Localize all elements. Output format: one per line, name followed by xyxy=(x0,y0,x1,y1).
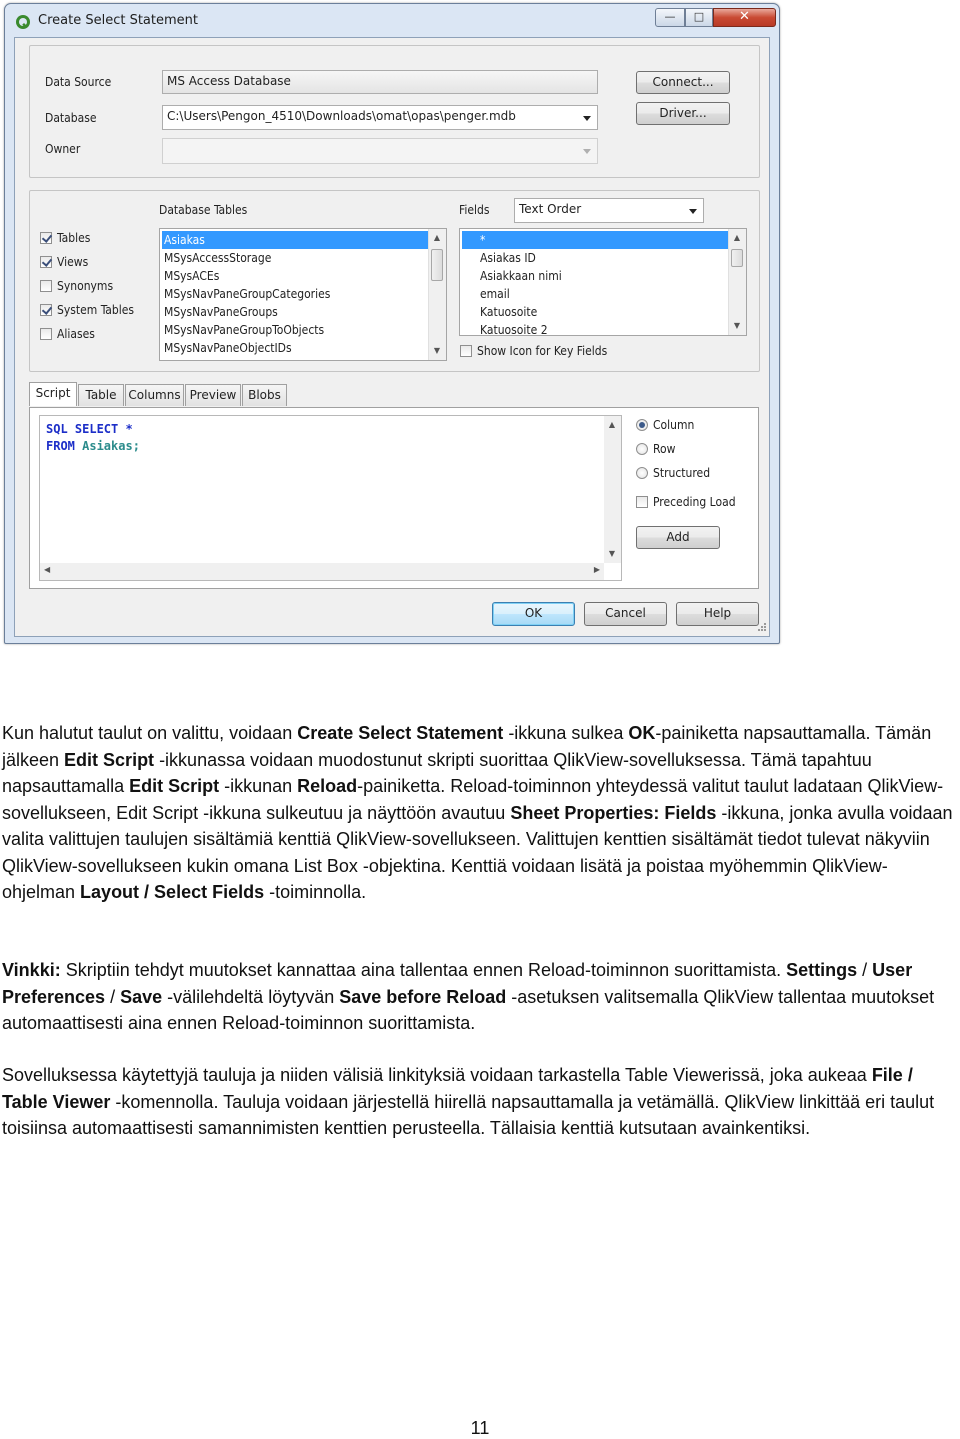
scroll-right-icon[interactable]: ▶ xyxy=(593,565,600,574)
structured-radio-label: Structured xyxy=(653,466,711,480)
bold-run: OK xyxy=(628,723,656,743)
text-run: / xyxy=(857,960,873,980)
sql-identifier: Asiakas; xyxy=(74,439,140,453)
text-run: Skriptiin tehdyt muutokset kannattaa aina tallentaa ennen Reload-toiminnon suorittamista. xyxy=(60,960,787,980)
text-run: -ikkunan xyxy=(219,776,298,796)
fields-list[interactable] xyxy=(459,228,747,336)
scroll-down-icon[interactable]: ▼ xyxy=(733,321,741,330)
title-bar[interactable] xyxy=(5,4,779,38)
bold-run: Layout / Select Fields xyxy=(80,882,265,902)
views-checkbox[interactable] xyxy=(40,256,52,268)
text-run: -toiminnolla. xyxy=(264,882,367,902)
scroll-down-icon[interactable]: ▼ xyxy=(433,346,441,355)
bold-run: Reload xyxy=(297,776,358,796)
tab-preview[interactable]: Preview xyxy=(185,384,241,406)
preceding-load-label: Preceding Load xyxy=(653,495,736,509)
help-button[interactable]: Help xyxy=(676,602,759,626)
bold-run: Settings xyxy=(786,960,858,980)
preceding-load-checkbox[interactable] xyxy=(636,496,648,508)
list-item[interactable]: MSysNavPaneGroupToObjects xyxy=(164,323,325,337)
scroll-thumb[interactable] xyxy=(731,249,743,267)
create-select-statement-window xyxy=(4,3,780,644)
list-item[interactable]: Asiakas ID xyxy=(480,251,536,265)
minimize-button[interactable] xyxy=(655,8,685,27)
database-combo[interactable] xyxy=(162,105,598,130)
editor-hscrollbar[interactable] xyxy=(40,563,604,580)
column-radio[interactable] xyxy=(636,419,648,431)
synonyms-checkbox-label: Synonyms xyxy=(57,279,114,293)
database-tables-list[interactable] xyxy=(159,228,447,361)
scroll-thumb[interactable] xyxy=(431,249,443,281)
tab-columns[interactable]: Columns xyxy=(125,384,184,406)
list-item[interactable]: Katuosoite xyxy=(480,305,538,319)
bold-run: Save xyxy=(120,986,163,1007)
owner-label: Owner xyxy=(45,142,81,156)
text-run: -välilehdeltä löytyvän xyxy=(162,986,340,1007)
database-value: C:\Users\Pengon_4510\Downloads\omat\opas\penger.mdb xyxy=(167,109,516,123)
ok-button[interactable]: OK xyxy=(492,602,575,626)
owner-combo[interactable] xyxy=(162,138,598,164)
bold-run: File / Table Viewer xyxy=(2,1065,913,1112)
scroll-left-icon[interactable]: ◀ xyxy=(44,565,51,574)
chevron-down-icon xyxy=(583,116,591,121)
list-item[interactable]: email xyxy=(480,287,510,301)
text-run: -asetuksen valitsemalla QlikView tallentaa muutokset automaattisesti aina ennen Reload-toiminnon suorittamista. xyxy=(2,986,935,1033)
script-line-1 xyxy=(46,421,133,438)
list-item[interactable]: MSysNavPaneGroupCategories xyxy=(164,287,331,301)
list-item[interactable]: Asiakkaan nimi xyxy=(480,269,562,283)
list-item[interactable]: Katuosoite 2 xyxy=(480,323,548,335)
field-order-combo[interactable] xyxy=(514,198,704,223)
minimize-icon: — xyxy=(664,10,676,23)
aliases-checkbox[interactable] xyxy=(40,328,52,340)
chevron-down-icon xyxy=(583,149,591,154)
sql-text: * xyxy=(118,422,133,436)
bold-run: Edit Script xyxy=(64,749,155,770)
row-radio[interactable] xyxy=(636,443,648,455)
tables-checkbox[interactable] xyxy=(40,232,52,244)
list-item[interactable]: MSysAccessStorage xyxy=(164,251,272,265)
scroll-up-icon[interactable]: ▲ xyxy=(433,233,441,242)
bold-run: User Preferences xyxy=(2,960,913,1007)
connect-button[interactable]: Connect... xyxy=(636,71,730,94)
scroll-up-icon[interactable]: ▲ xyxy=(733,233,741,242)
list-item[interactable]: MSysNavPaneGroups xyxy=(164,305,278,319)
text-run: -ikkuna sulkea xyxy=(503,723,629,743)
bold-run: Save before Reload xyxy=(339,986,507,1007)
maximize-button[interactable] xyxy=(685,8,713,27)
dialog-client-area xyxy=(14,37,770,637)
text-run: -ikkuna, jonka avulla voidaan valita valittujen taulujen sisältämiä kenttiä QlikView-sovellukseen. Valittujen kenttien sisältämät tiedot tulevat näkyviin QlikView-sovellukseen kukin omana List Box -objektina. Kenttiä voidaan lisätä ja poistaa myöhemmin QlikView-ohjelman xyxy=(2,802,953,902)
system-tables-checkbox[interactable] xyxy=(40,304,52,316)
tab-table[interactable]: Table xyxy=(78,384,124,406)
tab-script[interactable]: Script xyxy=(29,382,77,406)
cancel-button[interactable]: Cancel xyxy=(584,602,667,626)
paragraph-3 xyxy=(2,1062,960,1142)
show-icon-key-fields-checkbox[interactable] xyxy=(460,345,472,357)
scroll-down-icon[interactable]: ▼ xyxy=(608,549,616,558)
tables-checkbox-label: Tables xyxy=(57,231,91,245)
row-radio-label: Row xyxy=(653,442,676,456)
database-label: Database xyxy=(45,111,97,125)
data-source-field[interactable]: MS Access Database xyxy=(162,70,598,94)
field-order-value: Text Order xyxy=(519,202,582,216)
bold-run: Sheet Properties: Fields xyxy=(510,802,717,823)
script-line-2 xyxy=(46,438,140,455)
window-title: Create Select Statement xyxy=(38,13,198,28)
text-run: Kun halutut taulut on valittu, voidaan xyxy=(2,723,298,743)
qlikview-app-icon xyxy=(15,14,31,30)
text-run: Sovelluksessa käytettyjä tauluja ja niiden välisiä linkityksiä voidaan tarkastella Table Viewerissä, joka aukeaa xyxy=(2,1065,872,1085)
scroll-up-icon[interactable]: ▲ xyxy=(608,420,616,429)
list-item[interactable]: Asiakas xyxy=(162,231,430,249)
chevron-down-icon xyxy=(689,209,697,214)
text-run: -komennolla. Tauluja voidaan järjestellä hiirellä napsauttamalla ja vetämällä. QlikView linkittää eri taulut toisiinsa automaattisesti samannimisten kenttien perusteella. Tällaisia kenttiä kutsutaan avainkentiksi. xyxy=(2,1091,935,1138)
script-editor[interactable] xyxy=(39,415,622,581)
tab-strip xyxy=(29,384,329,408)
list-item[interactable]: MSysACEs xyxy=(164,269,220,283)
tables-scrollbar[interactable] xyxy=(428,229,446,360)
paragraph-1 xyxy=(2,720,960,906)
database-tables-label: Database Tables xyxy=(159,203,248,217)
data-source-label: Data Source xyxy=(45,75,112,89)
text-run: -ikkunassa voidaan muodostunut skripti suorittaa QlikView-sovelluksessa. Tämä tapahtuu napsauttamalla xyxy=(2,749,872,796)
close-button[interactable] xyxy=(713,8,776,27)
text-run: / xyxy=(105,986,121,1007)
close-icon: ✕ xyxy=(739,9,750,24)
paragraph-2 xyxy=(2,957,960,1037)
editor-vscrollbar[interactable] xyxy=(604,416,621,563)
maximize-icon: □ xyxy=(693,10,705,23)
page-number: 11 xyxy=(470,1418,490,1438)
show-icon-key-fields-label: Show Icon for Key Fields xyxy=(477,344,608,358)
list-item[interactable]: MSysNavPaneObjectIDs xyxy=(164,341,292,355)
aliases-checkbox-label: Aliases xyxy=(57,327,95,341)
text-run: -painiketta. Reload-toiminnon yhteydessä valitut taulut ladataan QlikView-sovellukseen, Edit Script -ikkuna sulkeutuu ja näyttöön avautuu xyxy=(2,776,944,823)
column-radio-label: Column xyxy=(653,418,695,432)
synonyms-checkbox[interactable] xyxy=(40,280,52,292)
sql-keyword: SQL SELECT xyxy=(46,422,119,436)
structured-radio[interactable] xyxy=(636,467,648,479)
fields-label: Fields xyxy=(459,203,490,217)
sql-keyword: FROM xyxy=(46,439,75,453)
fields-scrollbar[interactable] xyxy=(728,229,746,335)
bold-run: Vinkki: xyxy=(2,960,61,980)
driver-button[interactable]: Driver... xyxy=(636,102,730,125)
views-checkbox-label: Views xyxy=(57,255,89,269)
list-item[interactable]: * xyxy=(462,231,730,249)
bold-run: Create Select Statement xyxy=(297,723,504,743)
tab-blobs[interactable]: Blobs xyxy=(242,384,287,406)
bold-run: Edit Script xyxy=(129,776,220,796)
resize-grip-icon[interactable] xyxy=(755,622,767,634)
text-run: -painiketta napsauttamalla. Tämän jälkeen xyxy=(2,723,932,770)
add-button[interactable]: Add xyxy=(636,526,720,549)
system-tables-checkbox-label: System Tables xyxy=(57,303,135,317)
